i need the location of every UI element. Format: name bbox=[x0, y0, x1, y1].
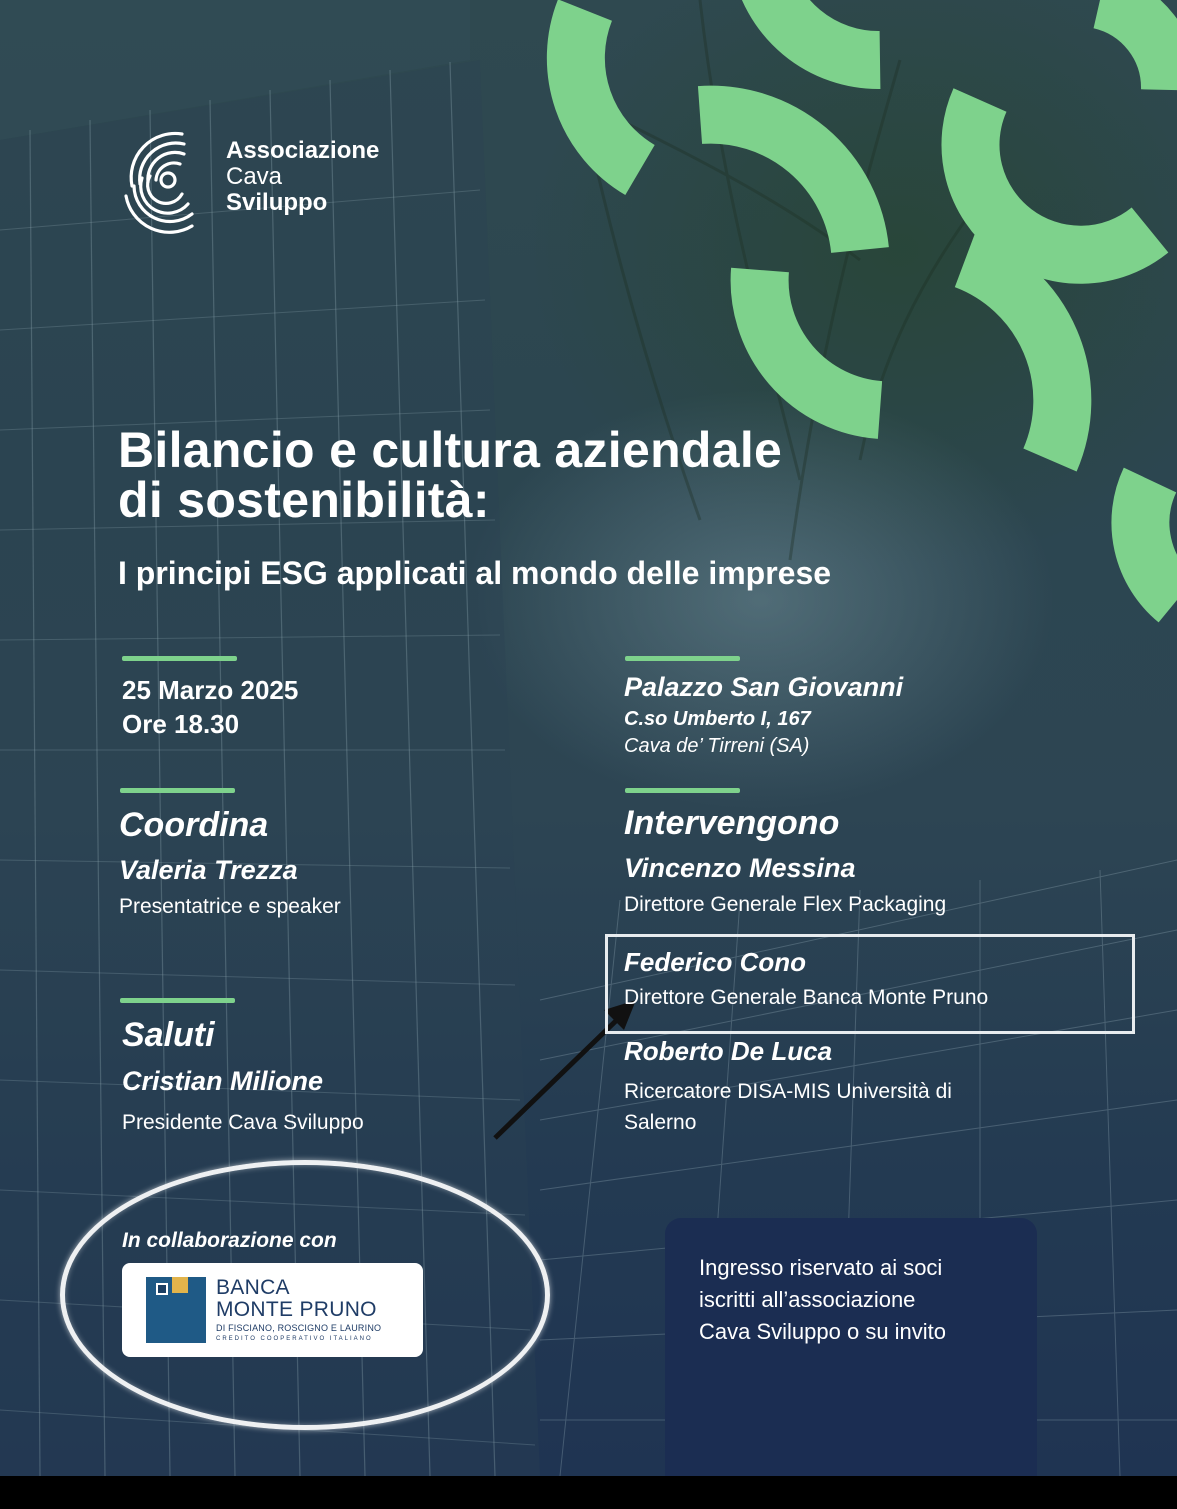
speaker-2-role: Direttore Generale Banca Monte Pruno bbox=[624, 986, 989, 1009]
speaker-2-name: Federico Cono bbox=[624, 947, 807, 977]
divider-intervengono bbox=[625, 788, 740, 793]
speaker-3-role-line-2: Salerno bbox=[624, 1111, 697, 1134]
bank-name-line-1: BANCA bbox=[216, 1276, 290, 1299]
bank-name-line-2: MONTE PRUNO bbox=[216, 1298, 377, 1321]
bank-name-line-3: DI FISCIANO, ROSCIGNO E LAURINO bbox=[216, 1323, 382, 1333]
speaker-1-role: Direttore Generale Flex Packaging bbox=[624, 893, 947, 916]
venue-address: C.so Umberto I, 167 bbox=[624, 708, 811, 730]
logo-line-1: Associazione bbox=[226, 137, 380, 164]
greeter-role: Presidente Cava Sviluppo bbox=[122, 1111, 364, 1134]
coordina-heading: Coordina bbox=[119, 806, 269, 844]
logo-line-2: Cava bbox=[226, 163, 283, 190]
title-line-1: Bilancio e cultura aziendale bbox=[118, 422, 783, 478]
divider-coordina bbox=[120, 788, 235, 793]
entry-note: Ingresso riservato ai soci iscritti all’associazione Cava Sviluppo o su invito bbox=[699, 1255, 947, 1344]
spiral-logo-icon bbox=[122, 126, 212, 234]
logo-text bbox=[226, 138, 379, 216]
divider-place bbox=[625, 656, 740, 661]
venue-city: Cava de’ Tirreni (SA) bbox=[624, 735, 810, 757]
speaker-3-role-line-1: Ricercatore DISA-MIS Università di bbox=[624, 1080, 952, 1103]
speaker-1-name: Vincenzo Messina bbox=[624, 853, 856, 883]
bank-name-line-4: CREDITO COOPERATIVO ITALIANO bbox=[216, 1336, 373, 1342]
moderator-role: Presentatrice e speaker bbox=[119, 895, 341, 918]
divider-date bbox=[122, 656, 237, 661]
bank-logo-inner bbox=[156, 1283, 168, 1295]
moderator-name: Valeria Trezza bbox=[119, 855, 298, 885]
divider-saluti bbox=[120, 998, 235, 1003]
intervengono-heading: Intervengono bbox=[624, 804, 840, 842]
bottom-bar bbox=[0, 1476, 1177, 1509]
event-time: Ore 18.30 bbox=[122, 709, 240, 739]
logo-line-3: Sviluppo bbox=[226, 189, 328, 216]
bank-logo-accent bbox=[172, 1277, 188, 1293]
title-line-2: di sostenibilità: bbox=[118, 472, 490, 528]
saluti-heading: Saluti bbox=[122, 1016, 215, 1054]
event-subtitle: I principi ESG applicati al mondo delle imprese bbox=[118, 555, 832, 591]
greeter-name: Cristian Milione bbox=[122, 1066, 324, 1096]
event-date: 25 Marzo 2025 bbox=[122, 675, 299, 705]
bank-logo-card bbox=[122, 1263, 423, 1357]
event-title bbox=[118, 422, 1078, 528]
speaker-3-name: Roberto De Luca bbox=[624, 1036, 833, 1066]
venue-name: Palazzo San Giovanni bbox=[624, 672, 904, 702]
association-logo bbox=[122, 126, 422, 236]
collaboration-label: In collaborazione con bbox=[122, 1229, 337, 1252]
entry-note-box bbox=[665, 1218, 1037, 1476]
